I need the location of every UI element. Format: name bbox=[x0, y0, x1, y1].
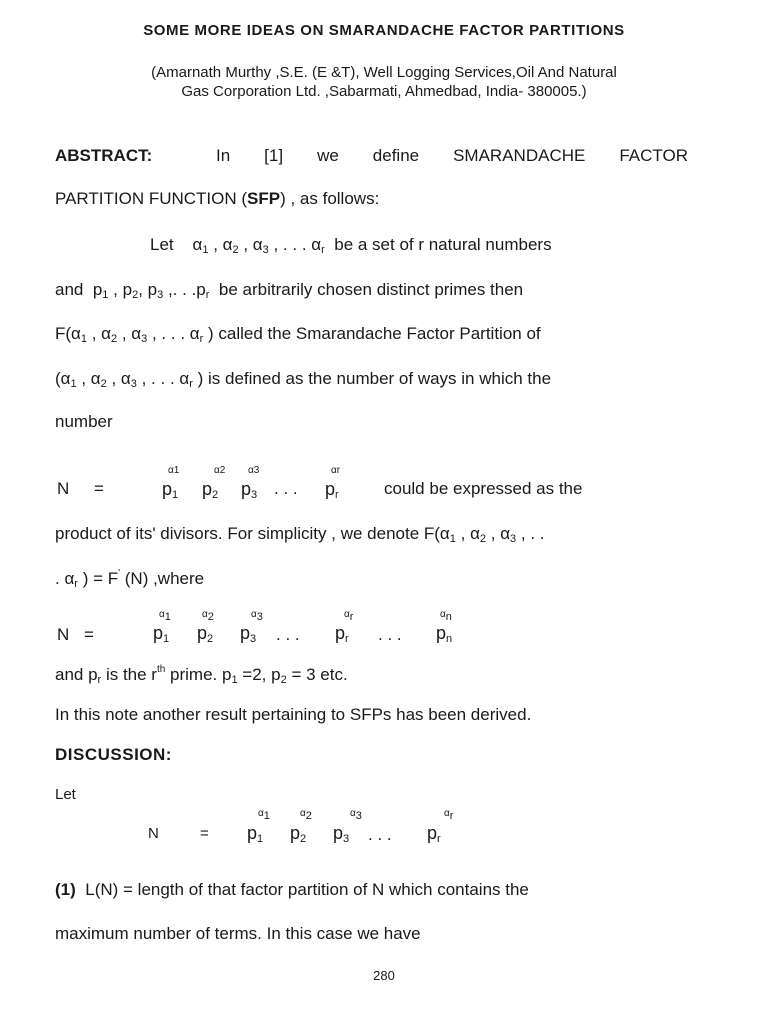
abstract-heading: ABSTRACT: bbox=[55, 146, 153, 165]
sfp-definition-line: $F(\alpha_1$ , $\alpha_2$ , $\alpha_3$ , . . . $\alpha_r$ ) called the Smarandache Factor Partition of bbox=[55, 324, 541, 345]
item-1-line: (1) L(N) = length of that factor partition of N which contains the bbox=[55, 880, 529, 899]
number-word: number bbox=[55, 412, 113, 431]
note-line: In this note another result pertaining to SFPs has been derived. bbox=[55, 705, 532, 724]
primes-line: and $p_1$ , $p_2$, $p_3$ ,. . $.p_r$ be arbitrarily chosen distinct primes then bbox=[55, 280, 524, 301]
item-1-number: (1) bbox=[55, 880, 76, 899]
abstract-line-1 bbox=[55, 146, 688, 166]
page-number: 280 bbox=[373, 968, 395, 983]
rth-prime-line: and $p_r$ is the $r^{th}$ prime. $p_1 =2$, $p_2 = 3$ etc. bbox=[55, 664, 348, 686]
discussion-let: Let bbox=[55, 786, 76, 803]
item-1-line-2: maximum number of terms. In this case we have bbox=[55, 924, 421, 943]
product-line: product of its' divisors. For simplicity , we denote $F(\alpha_1$ , $\alpha_2$ , $\alpha_3$ , . . bbox=[55, 524, 545, 545]
abstract-line-2: PARTITION FUNCTION (SFP) , as follows: bbox=[55, 189, 380, 208]
affiliation-line-1: (Amarnath Murthy ,S.E. (E &T), Well Logging Services,Oil And Natural bbox=[151, 64, 617, 81]
let-alpha-line: Let $\alpha_1$ , $\alpha_2$ , $\alpha_3$ , . . . $\alpha_r$ be a set of r natural numbers bbox=[150, 235, 552, 256]
abstract-line-1-text: In [1] we define SMARANDACHE FACTOR bbox=[216, 146, 688, 165]
paper-title: SOME MORE IDEAS ON SMARANDACHE FACTOR PARTITIONS bbox=[143, 22, 625, 39]
discussion-heading: DISCUSSION: bbox=[55, 745, 172, 764]
defined-as-line: ($\alpha_1$ , $\alpha_2$ , $\alpha_3$ , . . . $\alpha_r$ ) is defined as the number of ways in which the bbox=[55, 369, 552, 390]
f-prime-line: . $\alpha_r$ ) = F' (N) ,where bbox=[55, 568, 205, 590]
affiliation-line-2: Gas Corporation Ltd. ,Sabarmati, Ahmedbad, India- 380005.) bbox=[181, 83, 587, 100]
